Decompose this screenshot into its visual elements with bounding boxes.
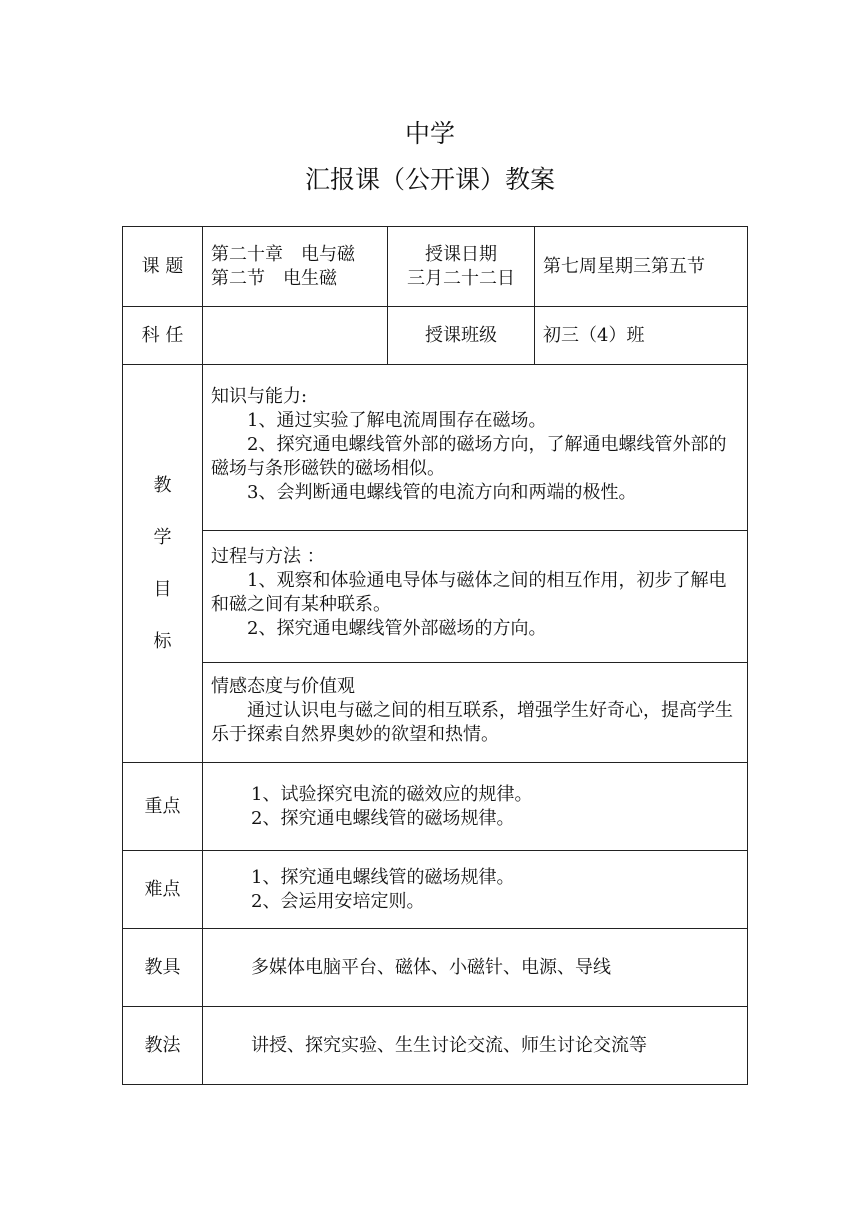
key-point-item: 1、试验探究电流的磁效应的规律。 — [251, 783, 533, 805]
difficulties-row — [123, 851, 748, 929]
date-value: 三月二十二日 — [407, 267, 515, 289]
methods-cell — [203, 1007, 748, 1085]
tools-value: 多媒体电脑平台、磁体、小磁针、电源、导线 — [251, 956, 611, 978]
tools-row — [123, 929, 748, 1007]
school-name: 中学 — [404, 119, 455, 148]
objective-knowledge-row — [123, 365, 748, 531]
attitude-cell — [203, 663, 748, 763]
knowledge-item: 3、会判断通电螺线管的电流方向和两端的极性。 — [247, 482, 637, 503]
objectives-label-char: 目 — [153, 578, 172, 600]
difficulty-item: 2、会运用安培定则。 — [251, 890, 425, 912]
knowledge-cell — [203, 365, 748, 531]
period-value: 第七周星期三第五节 — [535, 227, 748, 307]
knowledge-item: 1、通过实验了解电流周围存在磁场。 — [247, 410, 547, 431]
objectives-label — [123, 365, 203, 763]
methods-value: 讲授、探究实验、生生讨论交流、师生讨论交流等 — [251, 1034, 647, 1056]
class-value: 初三（4）班 — [535, 307, 748, 365]
document-title: 汇报课（公开课）教案 — [304, 165, 555, 194]
key-points-row — [123, 763, 748, 851]
topic-row — [123, 227, 748, 307]
tools-cell — [203, 929, 748, 1007]
difficulties-cell — [203, 851, 748, 929]
key-point-item: 2、探究通电螺线管的磁场规律。 — [251, 807, 515, 829]
process-item: 2、探究通电螺线管外部磁场的方向。 — [247, 618, 547, 639]
objective-attitude-row — [123, 663, 748, 763]
knowledge-item: 2、探究通电螺线管外部的磁场方向，了解通电螺线管外部的磁场与条形磁铁的磁场相似。 — [211, 434, 727, 479]
teacher-value — [203, 307, 388, 365]
attitude-heading: 情感态度与价值观 — [211, 676, 355, 697]
class-label: 授课班级 — [388, 307, 535, 365]
methods-label: 教法 — [123, 1007, 203, 1085]
date-label: 授课日期 — [425, 243, 497, 265]
objectives-label-char: 标 — [153, 630, 172, 652]
methods-row — [123, 1007, 748, 1085]
key-points-label: 重点 — [123, 763, 203, 851]
knowledge-heading: 知识与能力: — [211, 386, 308, 407]
topic-chapter: 第二十章 电与磁 — [211, 243, 355, 265]
attitude-item: 通过认识电与磁之间的相互联系，增强学生好奇心，提高学生乐于探索自然界奥妙的欲望和热情。 — [211, 700, 733, 745]
topic-section: 第二节 电生磁 — [211, 267, 337, 289]
process-item: 1、观察和体验通电导体与磁体之间的相互作用，初步了解电和磁之间有某种联系。 — [211, 570, 727, 615]
process-heading: 过程与方法 ： — [211, 546, 325, 567]
teacher-row — [123, 307, 748, 365]
tools-label: 教具 — [123, 929, 203, 1007]
objective-process-row — [123, 531, 748, 663]
objectives-label-char: 学 — [153, 526, 172, 548]
topic-label: 课 题 — [123, 227, 203, 307]
difficulties-label: 难点 — [123, 851, 203, 929]
process-cell — [203, 531, 748, 663]
lesson-plan-table — [122, 226, 748, 1085]
key-points-cell — [203, 763, 748, 851]
date-cell — [388, 227, 535, 307]
objectives-label-char: 教 — [153, 474, 172, 496]
teacher-label: 科 任 — [123, 307, 203, 365]
difficulty-item: 1、探究通电螺线管的磁场规律。 — [251, 866, 515, 888]
topic-cell — [203, 227, 388, 307]
